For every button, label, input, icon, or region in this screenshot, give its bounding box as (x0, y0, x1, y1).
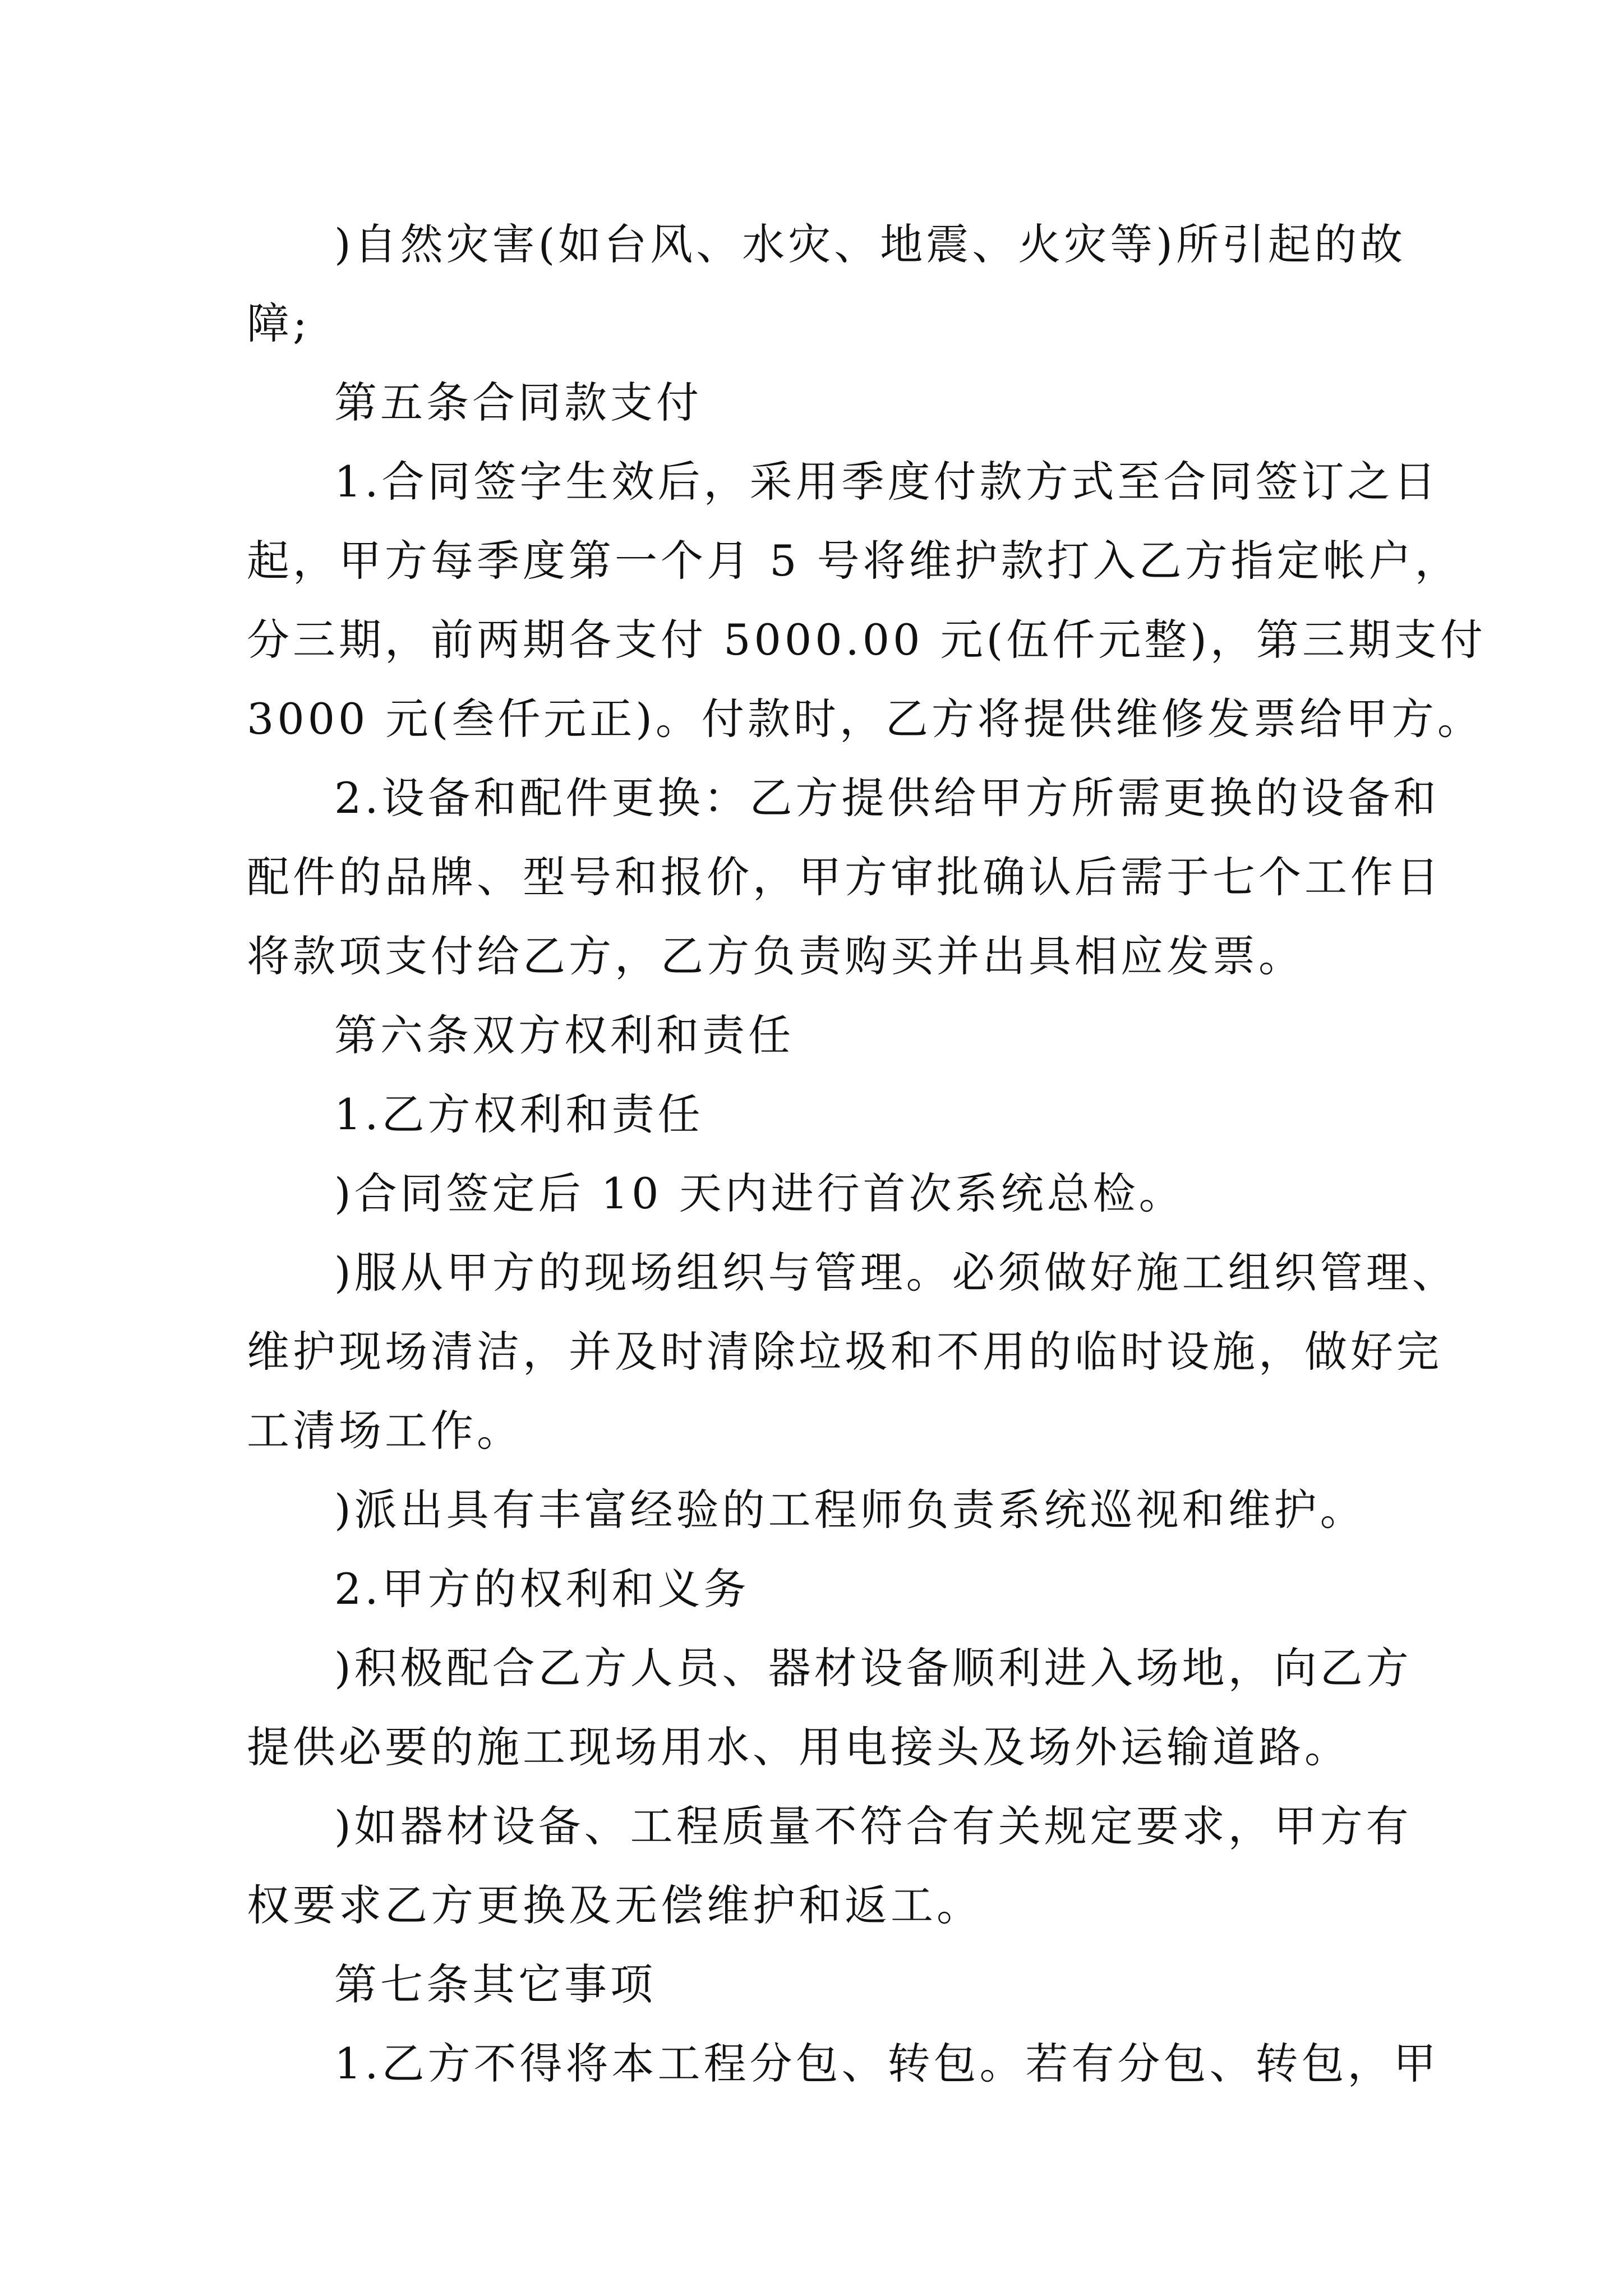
section-heading: 第七条其它事项 (334, 1959, 656, 2009)
text-line: 分三期，前两期各支付 5000.00 元(伍仟元整)，第三期支付 (247, 615, 1486, 665)
document-page (247, 205, 1486, 2103)
text-line: )自然灾害(如台风、水灾、地震、火灾等)所引起的故 (334, 219, 1406, 269)
subsection-heading: 2.甲方的权利和义务 (334, 1564, 750, 1614)
text-line: )如器材设备、工程质量不符合有关规定要求，甲方有 (334, 1801, 1412, 1851)
text-line: 工清场工作。 (247, 1406, 523, 1456)
section-heading: 第五条合同款支付 (334, 378, 702, 427)
text-line: 将款项支付给乙方，乙方负责购买并出具相应发票。 (247, 931, 1304, 981)
text-line: 权要求乙方更换及无偿维护和返工。 (247, 1880, 983, 1930)
text-line: 起，甲方每季度第一个月 5 号将维护款打入乙方指定帐户， (247, 536, 1461, 586)
text-line: 1.合同签字生效后，采用季度付款方式至合同签订之日 (334, 457, 1440, 507)
text-line: 配件的品牌、型号和报价，甲方审批确认后需于七个工作日 (247, 852, 1442, 902)
text-line: 障; (247, 298, 311, 348)
text-line: 2.设备和配件更换：乙方提供给甲方所需更换的设备和 (334, 773, 1440, 823)
text-line: )合同签定后 10 天内进行首次系统总检。 (334, 1168, 1185, 1218)
text-line: )积极配合乙方人员、器材设备顺利进入场地，向乙方 (334, 1643, 1412, 1693)
text-line: )派出具有丰富经验的工程师负责系统巡视和维护。 (334, 1485, 1366, 1535)
text-line: 维护现场清洁，并及时清除垃圾和不用的临时设施，做好完 (247, 1327, 1442, 1377)
text-line: 提供必要的施工现场用水、用电接头及场外运输道路。 (247, 1722, 1350, 1772)
text-line: )服从甲方的现场组织与管理。必须做好施工组织管理、 (334, 1248, 1458, 1297)
text-line: 3000 元(叁仟元正)。付款时，乙方将提供维修发票给甲方。 (247, 694, 1483, 744)
text-line: 1.乙方不得将本工程分包、转包。若有分包、转包，甲 (334, 2039, 1440, 2088)
subsection-heading: 1.乙方权利和责任 (334, 1089, 704, 1139)
section-heading: 第六条双方权利和责任 (334, 1010, 794, 1060)
